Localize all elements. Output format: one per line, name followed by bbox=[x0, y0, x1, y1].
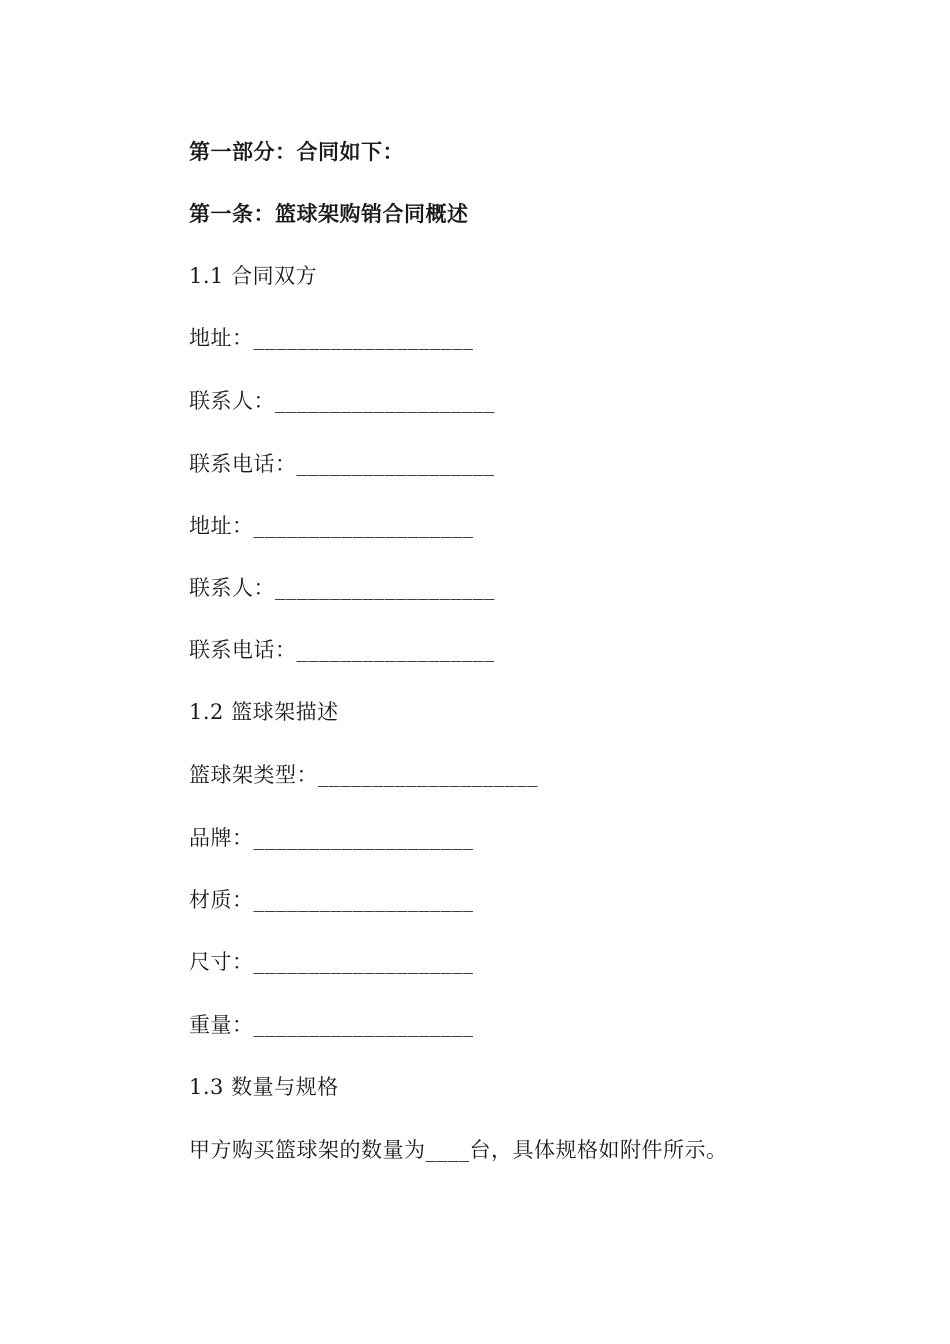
party-a-address-field: 地址：____________________ bbox=[189, 326, 474, 350]
party-a-phone-field: 联系电话：__________________ bbox=[189, 452, 495, 476]
party-b-contact-field: 联系人：____________________ bbox=[189, 576, 495, 600]
weight-field: 重量：____________________ bbox=[189, 1013, 474, 1037]
material-field: 材质：____________________ bbox=[189, 888, 474, 912]
section-1-3-heading: 1.3 数量与规格 bbox=[189, 1075, 339, 1099]
quantity-paragraph: 甲方购买篮球架的数量为____台，具体规格如附件所示。 bbox=[189, 1138, 728, 1162]
hoop-type-field: 篮球架类型：____________________ bbox=[189, 763, 538, 787]
party-b-phone-field: 联系电话：__________________ bbox=[189, 638, 495, 662]
section-1-2-heading: 1.2 篮球架描述 bbox=[189, 700, 339, 724]
section-1-1-heading: 1.1 合同双方 bbox=[189, 264, 318, 288]
part-heading: 第一部分：合同如下： bbox=[189, 140, 404, 164]
party-b-address-field: 地址：____________________ bbox=[189, 514, 474, 538]
article-heading: 第一条：篮球架购销合同概述 bbox=[189, 202, 469, 226]
size-field: 尺寸：____________________ bbox=[189, 950, 474, 974]
brand-field: 品牌：____________________ bbox=[189, 826, 474, 850]
party-a-contact-field: 联系人：____________________ bbox=[189, 389, 495, 413]
